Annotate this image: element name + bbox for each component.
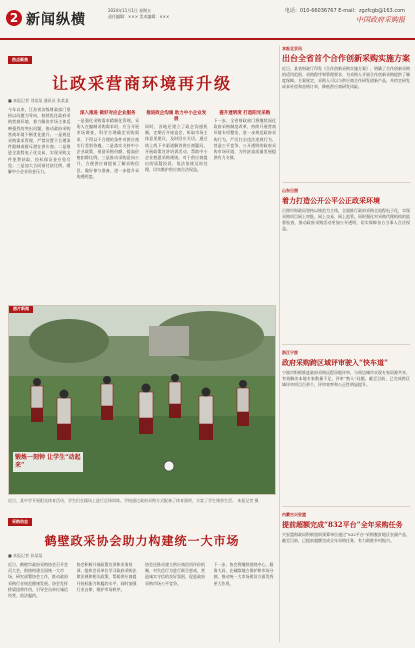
photo-label: 图片新闻: [9, 305, 33, 313]
right-body-4: 兴安盟财政局积极组织预算单位通过“832平台”采购脱贫地区农副产品，截至目前，已提前超额完成全年采购任务，有力助推乡村振兴。: [282, 532, 410, 543]
lead-subhead-2: 推进政企沟通 助力中小企业发展: [146, 111, 207, 122]
right-headline-4[interactable]: 提前超额完成“832平台”全年采购任务: [282, 520, 403, 529]
photo-caption: 近日，某中学开展阳光体育活动，学生们在操场上进行足球训练。学校通过政府采购方式配备了体育器材，丰富了学生课余生活。 本报记者 摄: [8, 498, 259, 503]
right-divider-1: [282, 182, 410, 183]
bottom-col-2: 协会积极开展政策宣讲和业务培训，组织会员单位学习政府采购法律法规和相关政策，帮助供应商提升投标能力和履约水平，同时加强行业自律，维护市场秩序。: [76, 562, 137, 592]
lead-col-2: 深入推进 做好对应企业服务 一是强化采购需求精细化管理。采购人在编制采购需求时，应当开展市场调查，科学合理确定采购需求，不得以不合理的条件对供应商实行差别待遇。二是落实支持中小企业政策，预留采购份额，提高价格扣除比例。三是推动采购意向公开，方便供应商提前了解采购信息，做好参与准备，进一步提升采购透明度。: [76, 111, 139, 179]
bottom-byline: ■ 本报记者 孙某某: [8, 553, 43, 558]
right-article-3: [282, 350, 410, 500]
lead-body: [8, 107, 276, 303]
right-headline-2[interactable]: 着力打造公开公平公正政采环境: [282, 196, 380, 205]
right-column: [282, 46, 410, 618]
news-photo[interactable]: [8, 305, 276, 495]
right-divider-2: [282, 344, 410, 345]
bottom-kicker: 采购动态: [8, 518, 32, 526]
lead-col-4: 提升透明度 打造阳光采购 下一步，全省财政部门将继续深化政府采购制度改革，持续开展营商环境专项整治，进一步规范政府采购行为，严厉打击违法违规行为，营造公平竞争、公开透明的政府采购市场环境，为经济高质量发展提供有力支撑。: [213, 111, 276, 161]
right-kicker-4: 内蒙古兴安盟: [282, 512, 306, 517]
right-article-2: [282, 188, 410, 338]
left-column: [8, 46, 276, 648]
right-article-4: [282, 512, 410, 612]
right-body-1: 近日，某省财政厅印发《合作创新采购实施方案》，明确了合作创新采购的适用范围、采购程序和管理要求，为采购人开展合作创新采购提供了制度保障。方案规定，采购人可以与供应商合作研发创新产品，并约定研发成本补偿和首购订单，降低供应商研发风险。: [282, 66, 410, 89]
issue-date: 2024年11月1日 星期五: [108, 8, 152, 13]
right-kicker-1: 本报北京讯: [282, 46, 302, 51]
editor-credit: 责任编辑：××× 美术编辑：×××: [108, 14, 170, 19]
bottom-body: [8, 562, 276, 648]
lead-col-3: 推进政企沟通 助力中小企业发展 同时，各地还建立了政企沟通机制，定期召开座谈会，听取市场主体意见建议，及时回应关切。通过线上线下多渠道解答供应商疑问，开展政策宣讲培训活动，帮助中小企业熟悉采购规则。对于供应商提出的质疑投诉，依法依规及时处理，切实维护供应商合法权益。: [145, 111, 208, 173]
right-body-2: 日照市财政局坚持以规范为主线，全面推行政府采购全流程电子化，实现采购项目网上审批、网上交易、网上监管。同时强化对采购代理机构的监督检查，推动政府采购活动更加公开透明，切实保障各方当事人合法权益。: [282, 208, 410, 231]
right-article-1: [282, 46, 410, 176]
lead-subhead-1: 深入推进 做好对应企业服务: [79, 111, 136, 116]
bottom-col-1: 近日，鹤壁市政府采购协会召开会员大会，围绕构建全国统一大市场，研究部署协会工作，推动政府采购行业规范健康发展。协会发挥桥梁纽带作用，引导会员单位诚信经营、依法履约。: [8, 562, 68, 599]
lead-byline: ■ 本报记者 刘某某 通讯员 张某某: [8, 98, 69, 103]
section-name: 新闻纵横: [26, 12, 86, 28]
right-divider-3: [282, 506, 410, 507]
lead-col-1: 今年以来，江苏省各级财政部门坚持以问题为导向，持续优化政府采购营商环境，着力解决市场主体反映强烈的突出问题，推动政府采购营商环境不断优化提升。一是规范采购需求管理，严禁设置不合理条件限制或排斥潜在供应商；二是推进全流程电子化交易，实现采购文件免费获取、投标保证金应免尽免；三是加大合同预付款比例，缓解中小企业资金压力。: [8, 107, 71, 175]
paper-brand: 中国政府采购报: [356, 16, 405, 24]
lead-subhead-3: 提升透明度 打造阳光采购: [219, 111, 271, 116]
lead-headline[interactable]: 让政采营商环境再升级: [51, 74, 232, 93]
right-headline-1[interactable]: 出台全省首个合作创新采购实施方案: [282, 53, 410, 63]
column-divider: [279, 46, 280, 642]
issue-meta: [108, 8, 169, 20]
masthead: [0, 0, 415, 40]
photo-side-caption: 锻炼一刻钟 让学生“动起来”: [13, 452, 83, 472]
bottom-col-4: 下一步，协会将继续围绕中心、服务大局，在破除地方保护和市场分割、推动统一大市场建设方面发挥更大作用。: [213, 562, 274, 586]
bottom-col-3: 协会还推动建立供应商信用评价机制，对失信行为进行联合惩戒，营造诚实守信的良好氛围，促进政府采购市场公平竞争。: [145, 562, 205, 586]
bottom-headline[interactable]: 鹤壁政采协会助力构建统一大市场: [44, 534, 240, 548]
contact-line: 电话：010-66036767 E-mail：zgzfcgb@163.com: [284, 8, 405, 14]
lead-kicker: 热点聚焦: [8, 56, 32, 64]
right-kicker-2: 山东日照: [282, 188, 298, 193]
section-number-badge: 2: [6, 10, 22, 26]
right-kicker-3: 浙江宁波: [282, 350, 298, 355]
right-headline-3[interactable]: 政府采购跨区域评审驶入“快车道”: [282, 358, 389, 367]
paper-info: [285, 8, 405, 25]
right-body-3: 宁波市积极推进政府采购远程异地评审，与周边城市实现专家资源共享，有效解决本地专家数量不足、评审“熟人”问题。截至目前，已完成跨区域评审项目百余个，评审效率和公正性明显提升。: [282, 370, 410, 387]
